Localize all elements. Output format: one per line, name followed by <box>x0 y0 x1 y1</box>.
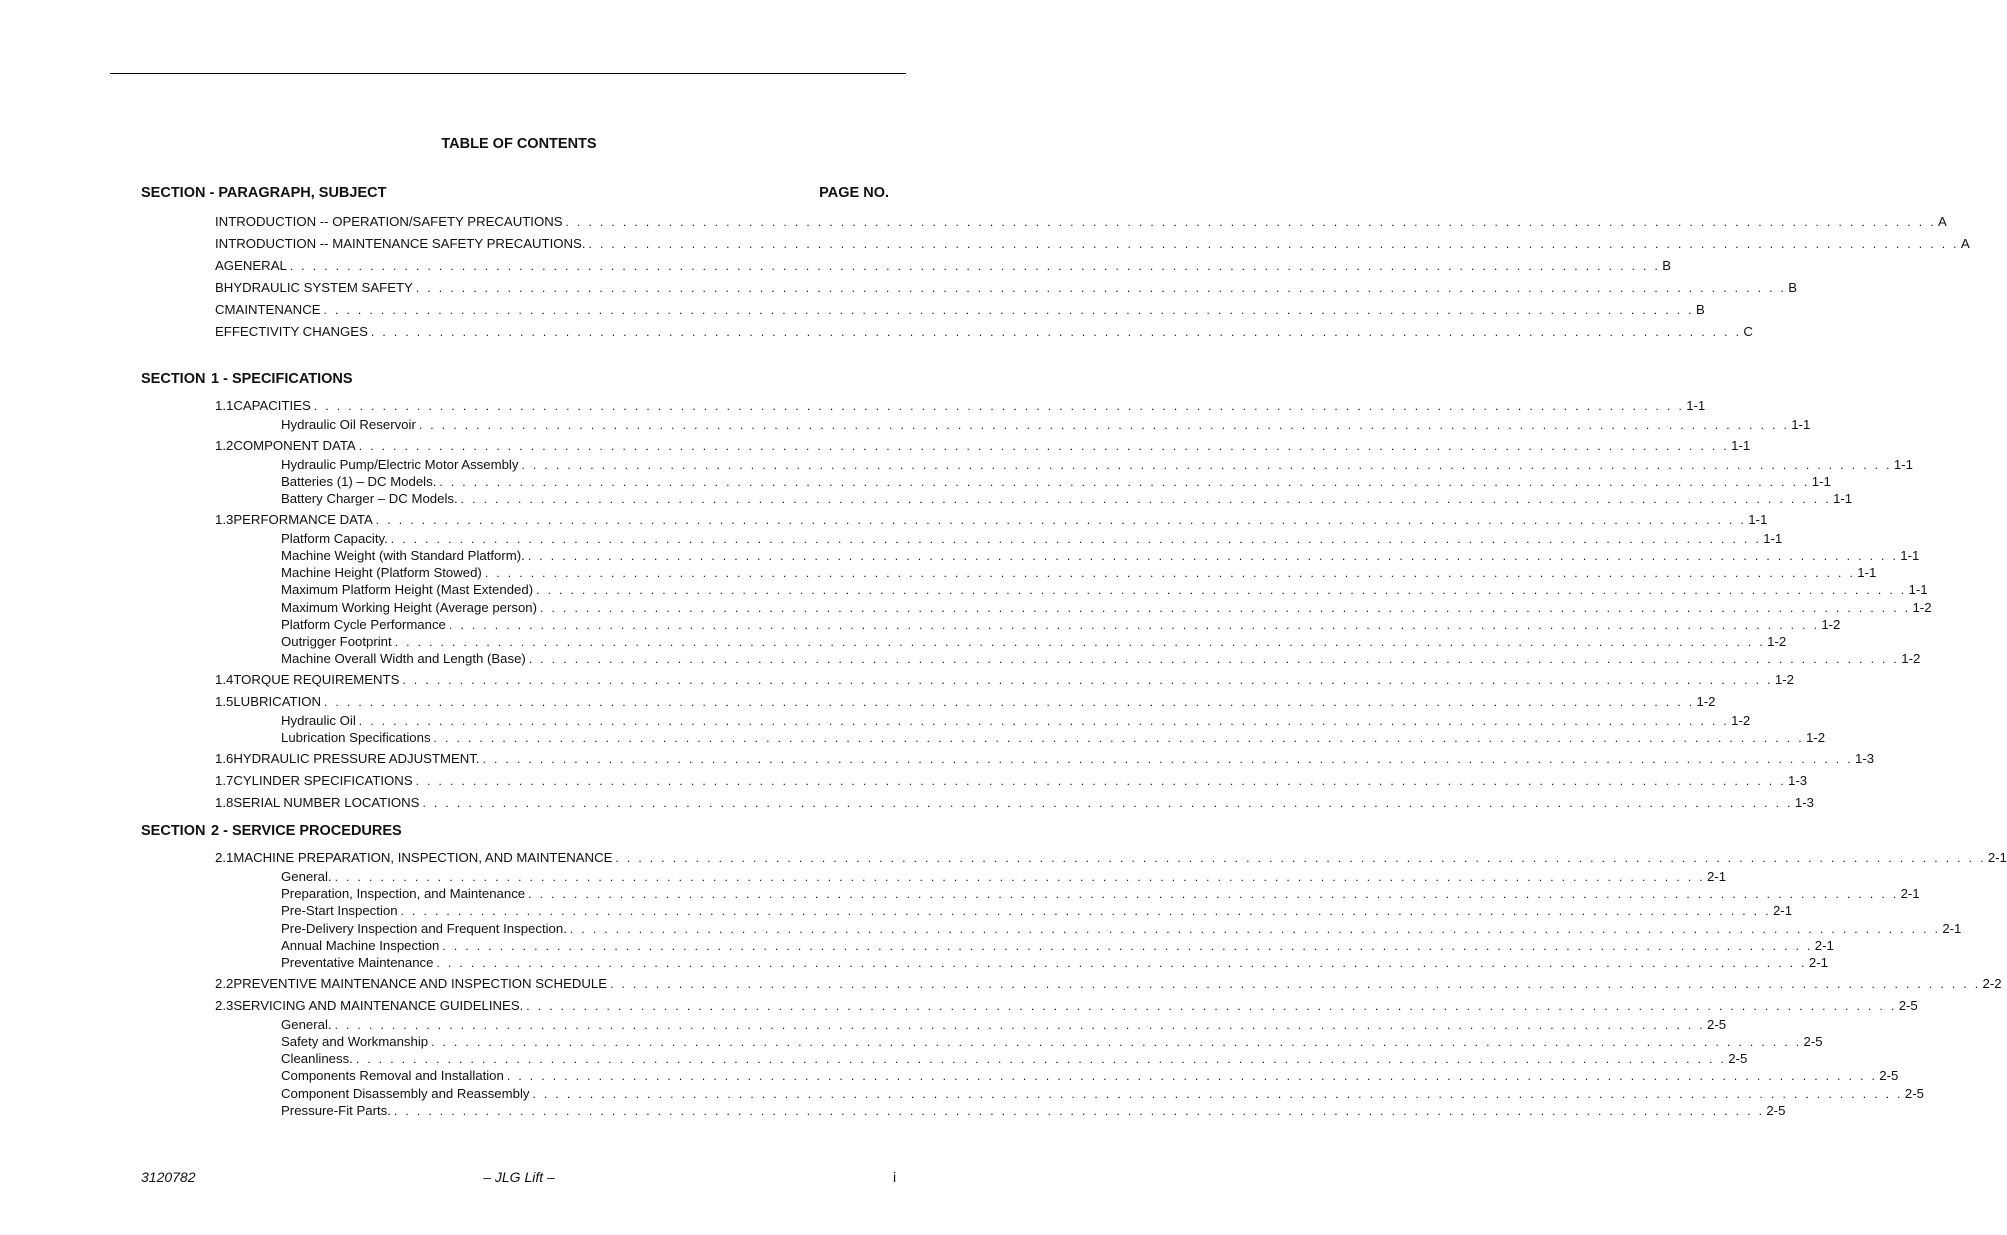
toc-intro-entry[interactable] <box>215 323 1753 341</box>
toc-entry[interactable] <box>215 397 1706 415</box>
entry-page: 2-5 <box>1728 1051 1748 1067</box>
dot-leader: . . . . . . . . . . . . . . . . . . . . . . . . . . . . . . . . . . . . . . . . . . . . . . . . . . . . . . . . . . . . . . . . . . . . . . . . . . . . . . . . . . . . . . . . . . . . . . . . . . . . . . . . . . . . . . . . . . . . . . . . <box>390 531 1762 546</box>
entry-page: 1-2 <box>1696 693 1716 709</box>
toc-subentry[interactable] <box>281 490 1853 508</box>
entry-page: 1-1 <box>1791 417 1811 432</box>
dot-leader: . . . . . . . . . . . . . . . . . . . . . . . . . . . . . . . . . . . . . . . . . . . . . . . . . . . . . . . . . . . . . . . . . . . . . . . . . . . . . . . . . . . . . . . . . . . . . . . . . . . . . . . . . . . . . . . . . . . . . . . . <box>431 1034 1802 1049</box>
entry-page: 1-2 <box>1912 599 1932 615</box>
entry-page: 2-5 <box>1898 997 1918 1013</box>
entry-page: 1-1 <box>1857 565 1877 581</box>
entry-page: 2-5 <box>1879 1068 1899 1084</box>
dot-leader: . . . . . . . . . . . . . . . . . . . . . . . . . . . . . . . . . . . . . . . . . . . . . . . . . . . . . . . . . . . . . . . . . . . . . . . . . . . . . . . . . . . . . . . . . . . . . . . . . . . . . . . . . . . . . . . . . . . . . . . . <box>358 438 1730 453</box>
entry-page: 1-1 <box>1686 398 1706 413</box>
entry-number: 1.1 <box>215 398 234 413</box>
entry-title: Hydraulic Oil Reservoir <box>281 417 416 432</box>
entry-title: Lubrication Specifications <box>281 730 431 746</box>
entry-title: COMPONENT DATA <box>233 437 356 453</box>
entry-number: B <box>215 280 224 295</box>
toc-entry[interactable] <box>215 975 2002 993</box>
entry-page: 2-5 <box>1766 1102 1786 1118</box>
entry-page: A <box>1960 236 1970 251</box>
toc-subentry[interactable] <box>281 1033 1823 1051</box>
entry-page: 1-1 <box>1908 582 1928 598</box>
entry-page: 1-3 <box>1854 750 1875 766</box>
entry-number: 1.5 <box>215 693 234 709</box>
entry-page: 2-5 <box>1904 1085 1924 1101</box>
entry-number: 1.4 <box>215 671 234 687</box>
toc-entry[interactable] <box>215 750 1875 768</box>
entry-title: HYDRAULIC SYSTEM SAFETY <box>223 280 413 295</box>
dot-leader: . . . . . . . . . . . . . . . . . . . . . . . . . . . . . . . . . . . . . . . . . . . . . . . . . . . . . . . . . . . . . . . . . . . . . . . . . . . . . . . . . . . . . . . . . . . . . . . . . . . . . . . . . . . . . . . . . . . . . . . . <box>484 566 1856 581</box>
toc-subentry[interactable] <box>281 456 1913 474</box>
dot-leader: . . . . . . . . . . . . . . . . . . . . . . . . . . . . . . . . . . . . . . . . . . . . . . . . . . . . . . . . . . . . . . . . . . . . . . . . . . . . . . . . . . . . . . . . . . . . . . . . . . . . . . . . . . . . . . . . . . . . . . . . <box>506 1069 1878 1084</box>
section-title: 1 - SPECIFICATIONS <box>211 371 353 387</box>
footer-publisher: – JLG Lift – <box>483 1169 555 1185</box>
entry-page: 1-3 <box>1788 772 1808 788</box>
toc-subentry[interactable] <box>281 885 1920 903</box>
entry-title: CAPACITIES <box>233 398 311 413</box>
entry-title: Components Removal and Installation <box>281 1068 504 1084</box>
toc-subentry[interactable] <box>281 868 1727 886</box>
toc-intro-entry[interactable] <box>215 213 1947 231</box>
entry-title: PERFORMANCE DATA <box>233 511 373 527</box>
entry-page: 1-2 <box>1821 616 1841 632</box>
entry-title: Component Disassembly and Reassembly <box>281 1085 530 1101</box>
entry-number: 2.2 <box>215 975 234 991</box>
toc-subentry[interactable] <box>281 633 1787 651</box>
entry-page: 1-2 <box>1805 730 1826 746</box>
dot-leader: . . . . . . . . . . . . . . . . . . . . . . . . . . . . . . . . . . . . . . . . . . . . . . . . . . . . . . . . . . . . . . . . . . . . . . . . . . . . . . . . . . . . . . . . . . . . . . . . . . . . . . . . . . . . . . . . . . . . . . . . <box>355 1052 1727 1067</box>
entry-number: 2.3 <box>215 997 234 1013</box>
entry-page: 2-1 <box>1942 920 1962 936</box>
entry-page: 2-5 <box>1707 1016 1727 1032</box>
toc-subentry[interactable] <box>281 1102 1786 1120</box>
dot-leader: . . . . . . . . . . . . . . . . . . . . . . . . . . . . . . . . . . . . . . . . . . . . . . . . . . . . . . . . . . . . . . . . . . . . . . . . . . . . . . . . . . . . . . . . . . . . . . . . . . . . . . . . . . . . . . . . . . . . . . . . <box>588 237 1959 251</box>
dot-leader: . . . . . . . . . . . . . . . . . . . . . . . . . . . . . . . . . . . . . . . . . . . . . . . . . . . . . . . . . . . . . . . . . . . . . . . . . . . . . . . . . . . . . . . . . . . . . . . . . . . . . . . . . . . . . . . . . . . . . . . . <box>289 259 1661 273</box>
dot-leader: . . . . . . . . . . . . . . . . . . . . . . . . . . . . . . . . . . . . . . . . . . . . . . . . . . . . . . . . . . . . . . . . . . . . . . . . . . . . . . . . . . . . . . . . . . . . . . . . . . . . . . . . . . . . . . . . . . . . . . . . <box>400 904 1771 919</box>
toc-subentry[interactable] <box>281 530 1783 548</box>
dot-leader: . . . . . . . . . . . . . . . . . . . . . . . . . . . . . . . . . . . . . . . . . . . . . . . . . . . . . . . . . . . . . . . . . . . . . . . . . . . . . . . . . . . . . . . . . . . . . . . . . . . . . . . . . . . . . . . . . . . . . . . . <box>324 694 1695 709</box>
entry-title: INTRODUCTION -- MAINTENANCE SAFETY PRECAUTIONS. <box>215 236 586 251</box>
toc-entry[interactable] <box>215 772 1808 790</box>
page-title: TABLE OF CONTENTS <box>441 136 597 152</box>
entry-page: 1-2 <box>1767 634 1787 649</box>
dot-leader: . . . . . . . . . . . . . . . . . . . . . . . . . . . . . . . . . . . . . . . . . . . . . . . . . . . . . . . . . . . . . . . . . . . . . . . . . . . . . . . . . . . . . . . . . . . . . . . . . . . . . . . . . . . . . . . . . . . . . . . . <box>460 492 1832 507</box>
entry-title: Battery Charger – DC Models. <box>281 491 458 507</box>
entry-page: 1-3 <box>1794 794 1814 810</box>
dot-leader: . . . . . . . . . . . . . . . . . . . . . . . . . . . . . . . . . . . . . . . . . . . . . . . . . . . . . . . . . . . . . . . . . . . . . . . . . . . . . . . . . . . . . . . . . . . . . . . . . . . . . . . . . . . . . . . . . . . . . . . . <box>334 870 1706 884</box>
toc-entry[interactable] <box>215 671 1794 689</box>
toc-subentry[interactable] <box>281 473 1831 491</box>
entry-page: B <box>1695 302 1705 317</box>
dot-leader: . . . . . . . . . . . . . . . . . . . . . . . . . . . . . . . . . . . . . . . . . . . . . . . . . . . . . . . . . . . . . . . . . . . . . . . . . . . . . . . . . . . . . . . . . . . . . . . . . . . . . . . . . . . . . . . . . . . . . . . . <box>422 795 1793 810</box>
entry-page: 1-1 <box>1900 548 1920 563</box>
toc-subentry[interactable] <box>281 1067 1899 1085</box>
entry-title: SERVICING AND MAINTENANCE GUIDELINES. <box>233 997 524 1013</box>
entry-number: A <box>215 258 224 273</box>
footer-doc-number: 3120782 <box>141 1169 196 1185</box>
dot-leader: . . . . . . . . . . . . . . . . . . . . . . . . . . . . . . . . . . . . . . . . . . . . . . . . . . . . . . . . . . . . . . . . . . . . . . . . . . . . . . . . . . . . . . . . . . . . . . . . . . . . . . . . . . . . . . . . . . . . . . . . <box>436 956 1807 970</box>
entry-number: 1.2 <box>215 437 234 453</box>
toc-subentry[interactable] <box>281 599 1932 617</box>
dot-leader: . . . . . . . . . . . . . . . . . . . . . . . . . . . . . . . . . . . . . . . . . . . . . . . . . . . . . . . . . . . . . . . . . . . . . . . . . . . . . . . . . . . . . . . . . . . . . . . . . . . . . . . . . . . . . . . . . . . . . . . . <box>370 325 1742 339</box>
entry-title: Safety and Workmanship <box>281 1033 429 1049</box>
column-header-page: PAGE NO. <box>819 185 889 201</box>
entry-title: Preparation, Inspection, and Maintenance <box>281 886 526 902</box>
entry-title: TORQUE REQUIREMENTS <box>233 671 400 687</box>
dot-leader: . . . . . . . . . . . . . . . . . . . . . . . . . . . . . . . . . . . . . . . . . . . . . . . . . . . . . . . . . . . . . . . . . . . . . . . . . . . . . . . . . . . . . . . . . . . . . . . . . . . . . . . . . . . . . . . . . . . . . . . . <box>448 617 1820 632</box>
toc-subentry[interactable] <box>281 729 1826 747</box>
toc-intro-entry[interactable] <box>215 235 1970 253</box>
toc-entry[interactable] <box>215 997 1918 1015</box>
section-title: 2 - SERVICE PROCEDURES <box>211 823 402 839</box>
dot-leader: . . . . . . . . . . . . . . . . . . . . . . . . . . . . . . . . . . . . . . . . . . . . . . . . . . . . . . . . . . . . . . . . . . . . . . . . . . . . . . . . . . . . . . . . . . . . . . . . . . . . . . . . . . . . . . . . . . . . . . . . <box>323 303 1694 317</box>
toc-subentry[interactable] <box>281 954 1828 972</box>
entry-page: A <box>1937 214 1947 229</box>
entry-title: Machine Height (Platform Stowed) <box>281 565 482 581</box>
entry-number: 1.7 <box>215 772 234 788</box>
toc-entry[interactable] <box>215 794 1814 812</box>
dot-leader: . . . . . . . . . . . . . . . . . . . . . . . . . . . . . . . . . . . . . . . . . . . . . . . . . . . . . . . . . . . . . . . . . . . . . . . . . . . . . . . . . . . . . . . . . . . . . . . . . . . . . . . . . . . . . . . . . . . . . . . . <box>615 851 1986 865</box>
dot-leader: . . . . . . . . . . . . . . . . . . . . . . . . . . . . . . . . . . . . . . . . . . . . . . . . . . . . . . . . . . . . . . . . . . . . . . . . . . . . . . . . . . . . . . . . . . . . . . . . . . . . . . . . . . . . . . . . . . . . . . . . <box>528 652 1900 667</box>
entry-title: LUBRICATION <box>233 693 322 709</box>
entry-title: Maximum Working Height (Average person) <box>281 599 538 615</box>
toc-subentry[interactable] <box>281 937 1834 955</box>
toc-subentry[interactable] <box>281 564 1877 582</box>
entry-page: 2-1 <box>1814 937 1834 953</box>
entry-title: INTRODUCTION -- OPERATION/SAFETY PRECAUTIONS <box>215 214 563 229</box>
toc-entry[interactable] <box>215 511 1768 529</box>
entry-title: MACHINE PREPARATION, INSPECTION, AND MAINTENANCE <box>233 850 613 865</box>
entry-page: 2-1 <box>1772 903 1793 919</box>
dot-leader: . . . . . . . . . . . . . . . . . . . . . . . . . . . . . . . . . . . . . . . . . . . . . . . . . . . . . . . . . . . . . . . . . . . . . . . . . . . . . . . . . . . . . . . . . . . . . . . . . . . . . . . . . . . . . . . . . . . . . . . . <box>565 215 1936 229</box>
entry-title: Platform Capacity. <box>281 530 388 546</box>
entry-page: 1-1 <box>1748 511 1768 527</box>
section-label: SECTION <box>141 823 206 839</box>
dot-leader: . . . . . . . . . . . . . . . . . . . . . . . . . . . . . . . . . . . . . . . . . . . . . . . . . . . . . . . . . . . . . . . . . . . . . . . . . . . . . . . . . . . . . . . . . . . . . . . . . . . . . . . . . . . . . . . . . . . . . . . . <box>528 887 1899 902</box>
toc-subentry[interactable] <box>281 1016 1727 1034</box>
entry-title: Pre-Delivery Inspection and Frequent Inspection. <box>281 920 567 936</box>
toc-entry[interactable] <box>215 437 1751 455</box>
dot-leader: . . . . . . . . . . . . . . . . . . . . . . . . . . . . . . . . . . . . . . . . . . . . . . . . . . . . . . . . . . . . . . . . . . . . . . . . . . . . . . . . . . . . . . . . . . . . . . . . . . . . . . . . . . . . . . . . . . . . . . . . <box>536 583 1907 598</box>
entry-title: EFFECTIVITY CHANGES <box>215 324 368 339</box>
toc-subentry[interactable] <box>281 581 1928 599</box>
dot-leader: . . . . . . . . . . . . . . . . . . . . . . . . . . . . . . . . . . . . . . . . . . . . . . . . . . . . . . . . . . . . . . . . . . . . . . . . . . . . . . . . . . . . . . . . . . . . . . . . . . . . . . . . . . . . . . . . . . . . . . . . <box>375 512 1747 527</box>
toc-subentry[interactable] <box>281 902 1793 920</box>
dot-leader: . . . . . . . . . . . . . . . . . . . . . . . . . . . . . . . . . . . . . . . . . . . . . . . . . . . . . . . . . . . . . . . . . . . . . . . . . . . . . . . . . . . . . . . . . . . . . . . . . . . . . . . . . . . . . . . . . . . . . . . . <box>482 751 1853 766</box>
entry-title: Pre-Start Inspection <box>281 903 398 919</box>
entry-number: C <box>215 302 225 317</box>
entry-title: Platform Cycle Performance <box>281 616 446 632</box>
toc-subentry[interactable] <box>281 547 1920 565</box>
entry-page: 1-2 <box>1731 712 1751 728</box>
dot-leader: . . . . . . . . . . . . . . . . . . . . . . . . . . . . . . . . . . . . . . . . . . . . . . . . . . . . . . . . . . . . . . . . . . . . . . . . . . . . . . . . . . . . . . . . . . . . . . . . . . . . . . . . . . . . . . . . . . . . . . . . <box>532 1086 1903 1101</box>
section-heading <box>141 371 353 387</box>
section-heading <box>141 823 402 839</box>
entry-title: HYDRAULIC PRESSURE ADJUSTMENT. <box>233 750 480 766</box>
entry-page: C <box>1743 324 1753 339</box>
entry-title: MAINTENANCE <box>224 302 321 317</box>
dot-leader: . . . . . . . . . . . . . . . . . . . . . . . . . . . . . . . . . . . . . . . . . . . . . . . . . . . . . . . . . . . . . . . . . . . . . . . . . . . . . . . . . . . . . . . . . . . . . . . . . . . . . . . . . . . . . . . . . . . . . . . . <box>569 921 1941 936</box>
entry-page: 2-5 <box>1803 1033 1823 1049</box>
entry-number: 1.8 <box>215 794 234 810</box>
toc-entry[interactable] <box>215 849 2007 867</box>
entry-title: Annual Machine Inspection <box>281 937 440 953</box>
entry-title: Preventative Maintenance <box>281 955 434 970</box>
entry-number: 1.3 <box>215 511 234 527</box>
toc-intro-entry[interactable] <box>215 257 1672 275</box>
toc-subentry[interactable] <box>281 416 1811 434</box>
toc-intro-entry[interactable] <box>215 279 1798 297</box>
entry-title: General. <box>281 869 332 884</box>
entry-number: 1.6 <box>215 750 234 766</box>
footer-page-number: i <box>893 1169 897 1185</box>
entry-title: Machine Weight (with Standard Platform). <box>281 548 525 563</box>
column-header-subject: SECTION - PARAGRAPH, SUBJECT <box>141 185 387 201</box>
dot-leader: . . . . . . . . . . . . . . . . . . . . . . . . . . . . . . . . . . . . . . . . . . . . . . . . . . . . . . . . . . . . . . . . . . . . . . . . . . . . . . . . . . . . . . . . . . . . . . . . . . . . . . . . . . . . . . . . . . . . . . . . <box>313 399 1685 413</box>
entry-title: Pressure-Fit Parts. <box>281 1102 391 1118</box>
dot-leader: . . . . . . . . . . . . . . . . . . . . . . . . . . . . . . . . . . . . . . . . . . . . . . . . . . . . . . . . . . . . . . . . . . . . . . . . . . . . . . . . . . . . . . . . . . . . . . . . . . . . . . . . . . . . . . . . . . . . . . . . <box>334 1017 1706 1032</box>
entry-page: 1-1 <box>1763 530 1783 546</box>
entry-page: 1-1 <box>1833 491 1853 507</box>
dot-leader: . . . . . . . . . . . . . . . . . . . . . . . . . . . . . . . . . . . . . . . . . . . . . . . . . . . . . . . . . . . . . . . . . . . . . . . . . . . . . . . . . . . . . . . . . . . . . . . . . . . . . . . . . . . . . . . . . . . . . . . . <box>415 773 1787 788</box>
entry-number: 2.1 <box>215 850 234 865</box>
dot-leader: . . . . . . . . . . . . . . . . . . . . . . . . . . . . . . . . . . . . . . . . . . . . . . . . . . . . . . . . . . . . . . . . . . . . . . . . . . . . . . . . . . . . . . . . . . . . . . . . . . . . . . . . . . . . . . . . . . . . . . . . <box>433 731 1804 746</box>
entry-title: GENERAL <box>223 258 287 273</box>
toc-subentry[interactable] <box>281 616 1841 634</box>
toc-subentry[interactable] <box>281 650 1921 668</box>
toc-intro-entry[interactable] <box>215 301 1705 319</box>
toc-subentry[interactable] <box>281 920 1962 938</box>
entry-page: B <box>1788 280 1798 295</box>
toc-subentry[interactable] <box>281 1085 1924 1103</box>
entry-page: 1-1 <box>1811 473 1831 489</box>
dot-leader: . . . . . . . . . . . . . . . . . . . . . . . . . . . . . . . . . . . . . . . . . . . . . . . . . . . . . . . . . . . . . . . . . . . . . . . . . . . . . . . . . . . . . . . . . . . . . . . . . . . . . . . . . . . . . . . . . . . . . . . . <box>439 474 1810 489</box>
entry-title: Hydraulic Oil <box>281 712 356 728</box>
dot-leader: . . . . . . . . . . . . . . . . . . . . . . . . . . . . . . . . . . . . . . . . . . . . . . . . . . . . . . . . . . . . . . . . . . . . . . . . . . . . . . . . . . . . . . . . . . . . . . . . . . . . . . . . . . . . . . . . . . . . . . . . <box>358 713 1730 728</box>
entry-title: Cleanliness. <box>281 1051 353 1067</box>
entry-title: Hydraulic Pump/Electric Motor Assembly <box>281 456 519 472</box>
toc-subentry[interactable] <box>281 1050 1748 1068</box>
entry-title: Outrigger Footprint <box>281 634 392 649</box>
entry-page: 2-1 <box>1707 869 1727 884</box>
entry-page: 1-1 <box>1893 456 1913 472</box>
dot-leader: . . . . . . . . . . . . . . . . . . . . . . . . . . . . . . . . . . . . . . . . . . . . . . . . . . . . . . . . . . . . . . . . . . . . . . . . . . . . . . . . . . . . . . . . . . . . . . . . . . . . . . . . . . . . . . . . . . . . . . . . <box>610 976 1981 991</box>
entry-title: CYLINDER SPECIFICATIONS <box>233 772 413 788</box>
toc-subentry[interactable] <box>281 712 1751 730</box>
entry-page: 1-1 <box>1731 437 1751 453</box>
entry-title: Batteries (1) – DC Models. <box>281 473 437 489</box>
entry-page: 2-1 <box>1987 850 2007 865</box>
entry-page: 2-1 <box>1808 955 1828 970</box>
dot-leader: . . . . . . . . . . . . . . . . . . . . . . . . . . . . . . . . . . . . . . . . . . . . . . . . . . . . . . . . . . . . . . . . . . . . . . . . . . . . . . . . . . . . . . . . . . . . . . . . . . . . . . . . . . . . . . . . . . . . . . . . <box>540 600 1911 615</box>
entry-title: General. <box>281 1016 332 1032</box>
dot-leader: . . . . . . . . . . . . . . . . . . . . . . . . . . . . . . . . . . . . . . . . . . . . . . . . . . . . . . . . . . . . . . . . . . . . . . . . . . . . . . . . . . . . . . . . . . . . . . . . . . . . . . . . . . . . . . . . . . . . . . . . <box>418 418 1790 432</box>
dot-leader: . . . . . . . . . . . . . . . . . . . . . . . . . . . . . . . . . . . . . . . . . . . . . . . . . . . . . . . . . . . . . . . . . . . . . . . . . . . . . . . . . . . . . . . . . . . . . . . . . . . . . . . . . . . . . . . . . . . . . . . . <box>526 998 1897 1013</box>
entry-title: Machine Overall Width and Length (Base) <box>281 651 526 667</box>
dot-leader: . . . . . . . . . . . . . . . . . . . . . . . . . . . . . . . . . . . . . . . . . . . . . . . . . . . . . . . . . . . . . . . . . . . . . . . . . . . . . . . . . . . . . . . . . . . . . . . . . . . . . . . . . . . . . . . . . . . . . . . . <box>393 1103 1765 1118</box>
entry-page: 1-2 <box>1901 651 1921 667</box>
dot-leader: . . . . . . . . . . . . . . . . . . . . . . . . . . . . . . . . . . . . . . . . . . . . . . . . . . . . . . . . . . . . . . . . . . . . . . . . . . . . . . . . . . . . . . . . . . . . . . . . . . . . . . . . . . . . . . . . . . . . . . . . <box>442 938 1813 953</box>
entry-title: SERIAL NUMBER LOCATIONS <box>233 794 420 810</box>
entry-title: Maximum Platform Height (Mast Extended) <box>281 582 534 598</box>
entry-page: B <box>1662 258 1672 273</box>
toc-entry[interactable] <box>215 693 1716 711</box>
entry-page: 1-2 <box>1774 671 1794 687</box>
dot-leader: . . . . . . . . . . . . . . . . . . . . . . . . . . . . . . . . . . . . . . . . . . . . . . . . . . . . . . . . . . . . . . . . . . . . . . . . . . . . . . . . . . . . . . . . . . . . . . . . . . . . . . . . . . . . . . . . . . . . . . . . <box>394 635 1766 649</box>
dot-leader: . . . . . . . . . . . . . . . . . . . . . . . . . . . . . . . . . . . . . . . . . . . . . . . . . . . . . . . . . . . . . . . . . . . . . . . . . . . . . . . . . . . . . . . . . . . . . . . . . . . . . . . . . . . . . . . . . . . . . . . . <box>527 549 1899 563</box>
entry-title: PREVENTIVE MAINTENANCE AND INSPECTION SCHEDULE <box>233 975 608 991</box>
entry-page: 2-1 <box>1900 886 1920 902</box>
section-label: SECTION <box>141 371 206 387</box>
dot-leader: . . . . . . . . . . . . . . . . . . . . . . . . . . . . . . . . . . . . . . . . . . . . . . . . . . . . . . . . . . . . . . . . . . . . . . . . . . . . . . . . . . . . . . . . . . . . . . . . . . . . . . . . . . . . . . . . . . . . . . . . <box>521 457 1892 472</box>
entry-page: 2-2 <box>1982 975 2002 991</box>
dot-leader: . . . . . . . . . . . . . . . . . . . . . . . . . . . . . . . . . . . . . . . . . . . . . . . . . . . . . . . . . . . . . . . . . . . . . . . . . . . . . . . . . . . . . . . . . . . . . . . . . . . . . . . . . . . . . . . . . . . . . . . . <box>402 672 1773 687</box>
dot-leader: . . . . . . . . . . . . . . . . . . . . . . . . . . . . . . . . . . . . . . . . . . . . . . . . . . . . . . . . . . . . . . . . . . . . . . . . . . . . . . . . . . . . . . . . . . . . . . . . . . . . . . . . . . . . . . . . . . . . . . . . <box>415 281 1787 295</box>
